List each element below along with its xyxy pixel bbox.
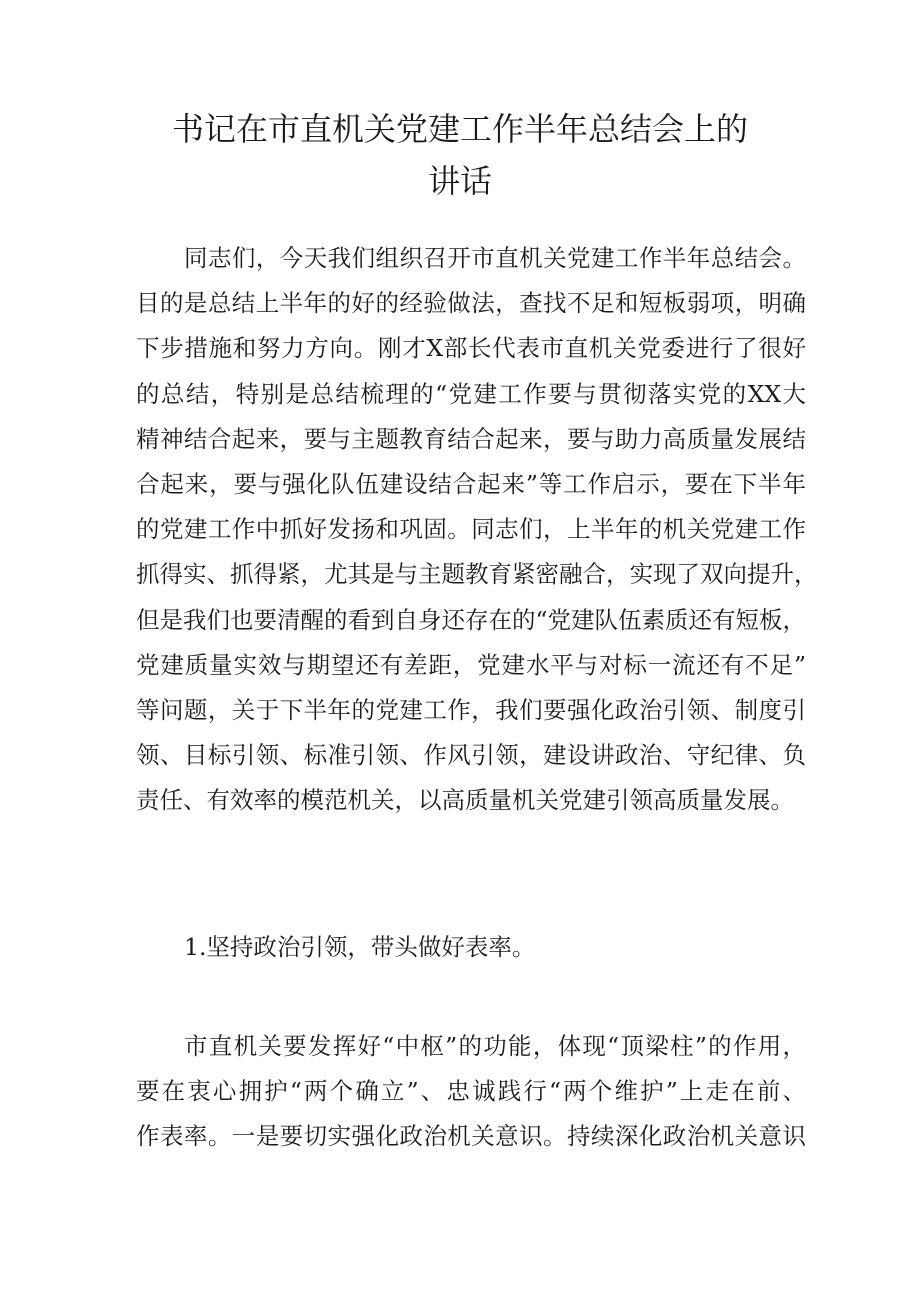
paragraph-line: 作表率。一是要切实强化政治机关意识。持续深化政治机关意识 (136, 1122, 806, 1151)
paragraph-line: 党建质量实效与期望还有差距，党建水平与对标一流还有不足” (136, 650, 806, 679)
paragraph-line: 的党建工作中抓好发扬和巩固。同志们，上半年的机关党建工作 (136, 515, 806, 544)
paragraph-line: 等问题，关于下半年的党建工作，我们要强化政治引领、制度引 (136, 696, 806, 725)
paragraph-2 (136, 1024, 806, 1160)
paragraph-line: 目的是总结上半年的好的经验做法，查找不足和短板弱项，明确 (136, 289, 806, 318)
document-title (120, 103, 800, 207)
paragraph-line: 要在衷心拥护“两个确立”、忠诚践行“两个维护”上走在前、 (136, 1077, 806, 1106)
paragraph-line: 同志们，今天我们组织召开市直机关党建工作半年总结会。 (184, 244, 806, 272)
paragraph-line: 市直机关要发挥好“中枢”的功能，体现“顶梁柱”的作用， (184, 1032, 806, 1060)
paragraph-line: 但是我们也要清醒的看到自身还存在的“党建队伍素质还有短板， (136, 605, 807, 634)
paragraph-line: 合起来，要与强化队伍建设结合起来”等工作启示，要在下半年 (136, 470, 806, 499)
paragraph-line: 责任、有效率的模范机关，以高质量机关党建引领高质量发展。 (136, 786, 794, 815)
paragraph-line: 下步措施和努力方向。刚才X部长代表市直机关党委进行了很好 (136, 334, 806, 363)
paragraph-line: 抓得实、抓得紧，尤其是与主题教育紧密融合，实现了双向提升， (136, 560, 818, 589)
paragraph-line: 领、目标引领、标准引领、作风引领，建设讲政治、守纪律、负 (136, 741, 806, 770)
paragraph-1 (136, 236, 818, 824)
paragraph-line: 精神结合起来，要与主题教育结合起来，要与助力高质量发展结 (136, 424, 806, 453)
title-line-2: 讲话 (427, 162, 492, 200)
paragraph-line: 的总结，特别是总结梳理的“党建工作要与贯彻落实党的XX大 (136, 379, 806, 408)
title-line-1: 书记在市直机关党建工作半年总结会上的 (171, 110, 748, 148)
section-heading: 1.坚持政治引领，带头做好表率。 (184, 933, 536, 961)
